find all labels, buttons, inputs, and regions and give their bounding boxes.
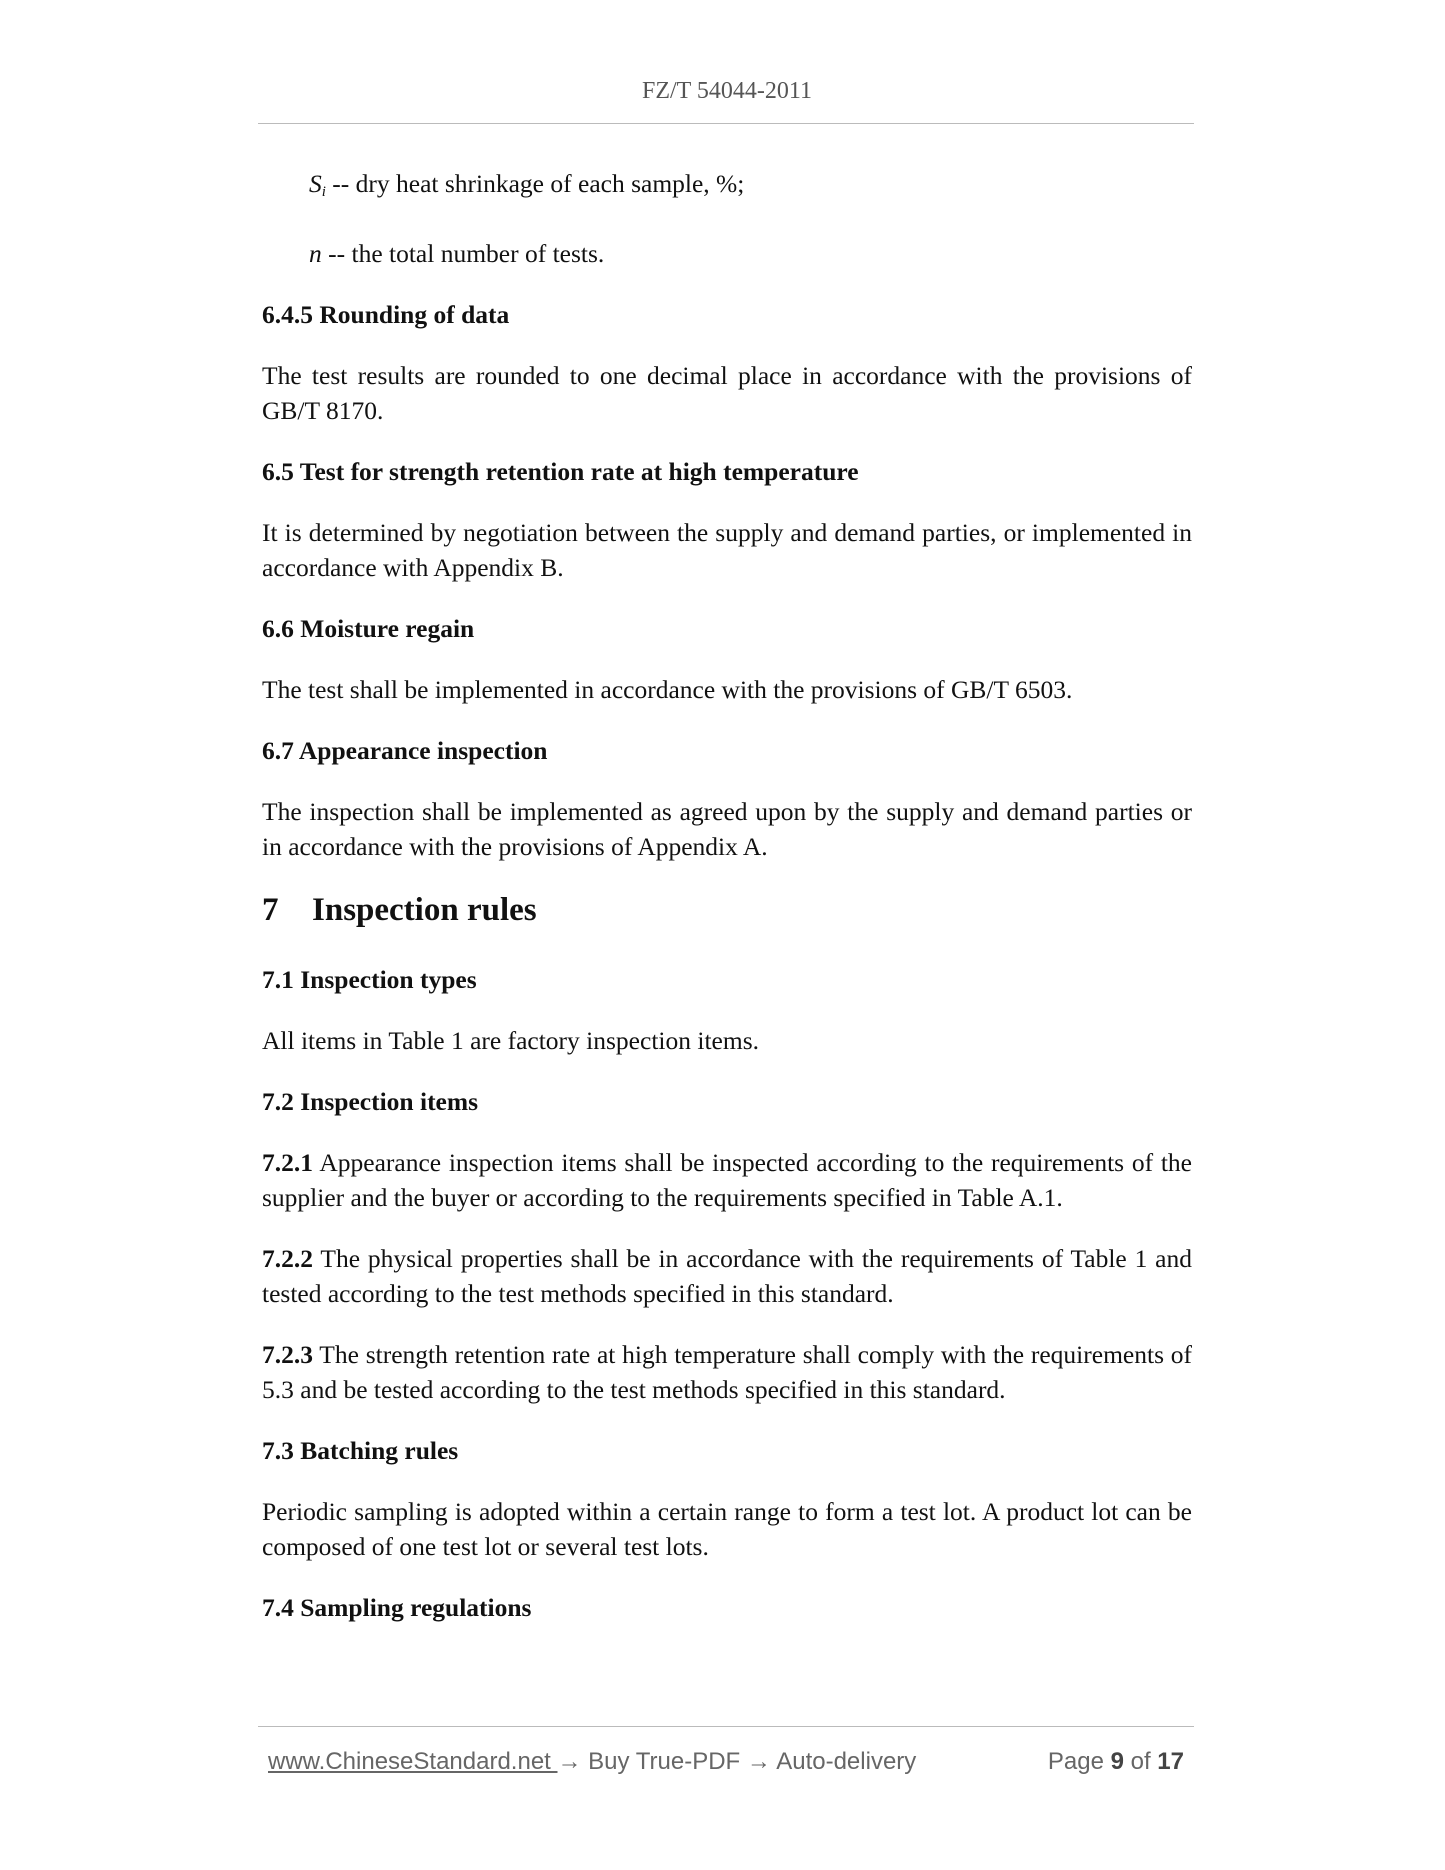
page-number: 9 — [1110, 1748, 1124, 1775]
arrow-right-icon: → — [557, 1748, 582, 1775]
footer-divider — [258, 1726, 1194, 1727]
heading-7-2: 7.2 Inspection items — [262, 1087, 479, 1116]
footer-links — [268, 1748, 916, 1776]
paragraph-6-4-5: The test results are rounded to one decimal place in accordance with the provisions of GB/T 8170. — [262, 361, 1192, 425]
page-indicator — [1048, 1748, 1184, 1776]
page-label: Page — [1047, 1748, 1111, 1775]
clause-text: Appearance inspection items shall be inspected according to the requirements of the supplier and the buyer or according to the requirements specified in Table A.1. — [262, 1148, 1192, 1212]
section-title: Inspection rules — [312, 892, 537, 928]
symbol: n — [309, 239, 322, 268]
definition-text: -- the total number of tests. — [321, 239, 605, 268]
heading-6-4-5: 6.4.5 Rounding of data — [262, 300, 510, 329]
subscript: i — [321, 184, 326, 200]
page-header: FZ/T 54044-2011 — [641, 78, 812, 104]
header-divider — [258, 123, 1194, 124]
paragraph-6-5: It is determined by negotiation between the supply and demand parties, or implemented in accordance with Appendix B. — [262, 518, 1192, 582]
clause-text: The physical properties shall be in accordance with the requirements of Table 1 and tested according to the test methods specified in this standard. — [262, 1244, 1192, 1308]
paragraph-7-2-2 — [262, 1241, 1192, 1311]
paragraph-7-2-1 — [262, 1145, 1192, 1215]
delivery-text: Auto-delivery — [770, 1748, 917, 1775]
definition-n — [262, 236, 1192, 271]
heading-7-4: 7.4 Sampling regulations — [262, 1593, 532, 1622]
paragraph-7-3: Periodic sampling is adopted within a certain range to form a test lot. A product lot can be composed of one test lot or several test lots. — [262, 1497, 1192, 1561]
website-link[interactable]: www.ChineseStandard.net — [268, 1748, 558, 1775]
definition-text: -- dry heat shrinkage of each sample, %; — [325, 169, 745, 198]
buy-text: Buy True-PDF — [581, 1748, 747, 1775]
paragraph-6-7: The inspection shall be implemented as agreed upon by the supply and demand parties or in accordance with the provisions of Appendix A. — [262, 797, 1192, 861]
paragraph-6-6: The test shall be implemented in accordance with the provisions of GB/T 6503. — [262, 675, 1073, 704]
paragraph-7-1: All items in Table 1 are factory inspection items. — [262, 1026, 759, 1055]
page-total: 17 — [1157, 1748, 1184, 1775]
clause-number: 7.2.3 — [262, 1340, 313, 1369]
heading-7-3: 7.3 Batching rules — [262, 1436, 459, 1465]
section-number: 7 — [262, 892, 279, 928]
clause-text: The strength retention rate at high temperature shall comply with the requirements of 5.3 and be tested according to the test methods specified in this standard. — [262, 1340, 1192, 1404]
arrow-right-icon: → — [746, 1748, 771, 1775]
heading-6-6: 6.6 Moisture regain — [262, 614, 475, 643]
page-content — [262, 166, 1192, 1651]
symbol: S — [309, 169, 322, 198]
clause-number: 7.2.2 — [262, 1244, 313, 1273]
heading-7 — [262, 890, 1192, 930]
clause-number: 7.2.1 — [262, 1148, 313, 1177]
of-label: of — [1123, 1748, 1158, 1775]
paragraph-7-2-3 — [262, 1337, 1192, 1407]
definition-si — [262, 166, 1192, 210]
heading-6-5: 6.5 Test for strength retention rate at high temperature — [262, 457, 859, 486]
heading-6-7: 6.7 Appearance inspection — [262, 736, 548, 765]
heading-7-1: 7.1 Inspection types — [262, 965, 477, 994]
